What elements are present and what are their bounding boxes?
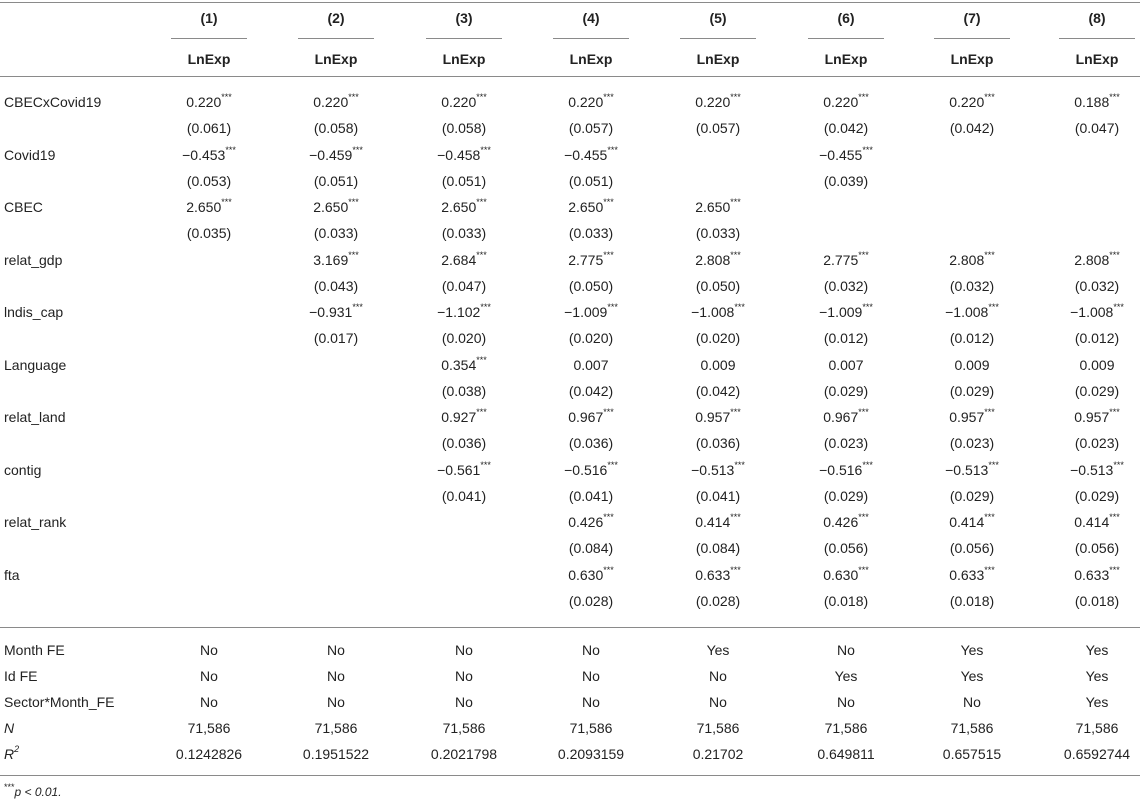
footer-cell: 0.2021798 — [430, 746, 498, 762]
footer-cell: 0.657515 — [942, 746, 1002, 762]
dependent-variable-2: LnExp — [314, 51, 358, 67]
column-number-3: (3) — [455, 10, 473, 26]
significance-stars: *** — [730, 512, 741, 523]
coefficient-value: 0.220 — [441, 94, 477, 110]
significance-stars: *** — [730, 249, 741, 260]
significance-stars: *** — [607, 302, 618, 313]
standard-error-cell: (0.020) — [695, 330, 741, 346]
standard-error-cell: (0.051) — [313, 172, 359, 189]
coefficient-value: −0.458 — [437, 146, 481, 163]
standard-error-cell: (0.047) — [441, 277, 487, 294]
standard-error-cell: (0.017) — [313, 330, 359, 346]
standard-error-cell: (0.032) — [1074, 277, 1120, 294]
coefficient-value: 0.414 — [695, 514, 731, 530]
footer-cell: No — [582, 694, 600, 710]
footer-cell: No — [327, 668, 345, 684]
significance-stars: *** — [984, 92, 995, 103]
significance-stars: *** — [221, 197, 232, 208]
significance-stars: *** — [730, 407, 741, 418]
coefficient-value: 0.220 — [949, 94, 985, 110]
footer-cell: Yes — [706, 642, 730, 658]
standard-error-cell: (0.018) — [823, 592, 869, 609]
significance-stars: *** — [1113, 302, 1124, 313]
standard-error-cell: (0.042) — [695, 382, 741, 399]
coefficient-value: −0.513 — [691, 461, 735, 478]
note-stars: *** — [4, 782, 15, 792]
coefficient-cell — [1022, 357, 1143, 373]
standard-error-cell: (0.043) — [313, 277, 359, 294]
column-underline-1 — [171, 38, 247, 39]
variable-label: relat_gdp — [4, 251, 63, 268]
standard-error-cell: (0.084) — [695, 540, 741, 556]
footer-label-text: R — [4, 746, 15, 762]
significance-stars: *** — [734, 302, 745, 313]
standard-error-cell: (0.050) — [568, 277, 614, 294]
standard-error-cell: (0.041) — [695, 487, 741, 504]
footer-label-text: Sector*Month_FE — [4, 694, 115, 710]
dependent-variable-7: LnExp — [950, 51, 994, 67]
significance-stars: *** — [862, 144, 873, 155]
coefficient-cell — [1022, 514, 1143, 530]
dependent-variable-4: LnExp — [569, 51, 613, 67]
variable-label: CBEC — [4, 199, 43, 215]
coefficient-value: 2.775 — [823, 251, 859, 268]
standard-error-cell: (0.041) — [568, 487, 614, 504]
coefficient-value: 0.426 — [568, 514, 604, 530]
variable-label: Covid19 — [4, 146, 56, 163]
coefficient-cell — [1022, 409, 1143, 425]
standard-error-cell: (0.050) — [695, 277, 741, 294]
dependent-variable-5: LnExp — [696, 51, 740, 67]
significance-stars: *** — [480, 302, 491, 313]
footer-label — [4, 642, 65, 658]
standard-error-cell: (0.042) — [949, 120, 995, 136]
standard-error-cell: (0.042) — [823, 120, 869, 136]
footer-cell: No — [963, 694, 981, 710]
significance-stars: *** — [984, 249, 995, 260]
footer-cell: Yes — [960, 668, 984, 684]
significance-stars: *** — [603, 407, 614, 418]
variable-label: Language — [4, 356, 67, 373]
significance-stars: *** — [225, 144, 236, 155]
standard-error-cell: (0.029) — [823, 382, 869, 399]
significance-stars: *** — [730, 92, 741, 103]
standard-error-cell: (0.029) — [949, 487, 995, 504]
coefficient-value: 0.188 — [1074, 94, 1110, 110]
footer-cell: No — [455, 642, 473, 658]
footer-cell: No — [455, 694, 473, 710]
footer-label — [4, 746, 19, 762]
significance-stars: *** — [603, 512, 614, 523]
significance-stars: *** — [858, 512, 869, 523]
coefficient-value: −0.561 — [437, 461, 481, 478]
standard-error-cell: (0.036) — [695, 435, 741, 451]
dependent-variable-3: LnExp — [442, 51, 486, 67]
significance-stars: *** — [603, 249, 614, 260]
dependent-variable-1: LnExp — [187, 51, 231, 67]
significance-stars: *** — [348, 249, 359, 260]
standard-error-cell: (0.056) — [823, 540, 869, 556]
footer-label-text: N — [4, 720, 15, 736]
footer-cell: 0.21702 — [692, 746, 744, 762]
coefficient-value: 0.009 — [700, 356, 736, 373]
footer-cell: No — [709, 694, 727, 710]
footer-cell: 71,586 — [442, 720, 486, 736]
footer-label-text: Id FE — [4, 668, 38, 684]
variable-label: CBECxCovid19 — [4, 94, 102, 110]
standard-error-cell: (0.056) — [1074, 540, 1120, 556]
standard-error-cell: (0.039) — [823, 172, 869, 189]
bottom-rule — [0, 775, 1140, 776]
coefficient-value: 2.650 — [186, 199, 222, 215]
footer-cell: No — [200, 642, 218, 658]
significance-stars: *** — [476, 249, 487, 260]
coefficient-value: 0.967 — [823, 409, 859, 425]
significance-stars: *** — [984, 407, 995, 418]
significance-stars: *** — [476, 197, 487, 208]
coefficient-value: 3.169 — [313, 251, 349, 268]
column-number-6: (6) — [837, 10, 855, 26]
significance-stars: *** — [480, 459, 491, 470]
footer-cell: No — [200, 668, 218, 684]
significance-stars: *** — [607, 144, 618, 155]
standard-error-cell: (0.018) — [1074, 592, 1120, 609]
significance-stars: *** — [730, 564, 741, 575]
coefficient-value: −0.459 — [309, 146, 353, 163]
coefficient-value: 0.630 — [568, 566, 604, 583]
standard-error-cell: (0.033) — [313, 225, 359, 241]
coefficient-value: −1.008 — [691, 304, 735, 320]
standard-error-cell: (0.032) — [823, 277, 869, 294]
coefficient-value: 0.414 — [1074, 514, 1110, 530]
standard-error-cell: (0.028) — [695, 592, 741, 609]
coefficient-value: −0.455 — [819, 146, 863, 163]
standard-error-cell: (0.058) — [441, 120, 487, 136]
standard-error-cell: (0.033) — [568, 225, 614, 241]
standard-error-cell: (0.047) — [1074, 120, 1120, 136]
standard-error-cell: (0.023) — [949, 435, 995, 451]
significance-stars: *** — [1109, 564, 1120, 575]
variable-label: relat_land — [4, 409, 66, 425]
standard-error-cell: (0.084) — [568, 540, 614, 556]
standard-error-cell: (0.056) — [949, 540, 995, 556]
column-number-7: (7) — [963, 10, 981, 26]
footer-cell: No — [582, 668, 600, 684]
coefficient-value: −1.009 — [819, 304, 863, 320]
standard-error-cell: (0.032) — [949, 277, 995, 294]
coefficient-value: 2.808 — [695, 251, 731, 268]
variable-label: lndis_cap — [4, 304, 64, 320]
standard-error-cell: (0.020) — [441, 330, 487, 346]
standard-error-cell: (0.033) — [695, 225, 741, 241]
standard-error-cell: (0.061) — [186, 120, 232, 136]
significance-stars: *** — [984, 512, 995, 523]
standard-error-cell: (0.041) — [441, 487, 487, 504]
significance-stars: *** — [858, 564, 869, 575]
column-number-4: (4) — [582, 10, 600, 26]
column-underline-3 — [426, 38, 502, 39]
dependent-variable-6: LnExp — [824, 51, 868, 67]
standard-error-cell: (0.036) — [568, 435, 614, 451]
footer-cell: 0.2093159 — [557, 746, 625, 762]
coefficient-value: −0.516 — [819, 461, 863, 478]
coefficient-value: −1.009 — [564, 304, 608, 320]
footer-cell: 0.1951522 — [302, 746, 370, 762]
significance-stars: *** — [352, 144, 363, 155]
significance-stars: *** — [1109, 249, 1120, 260]
standard-error-cell: (0.051) — [441, 172, 487, 189]
coefficient-value: 0.009 — [954, 356, 990, 373]
standard-error-cell: (0.012) — [823, 330, 869, 346]
column-underline-4 — [553, 38, 629, 39]
coefficient-value: −1.008 — [945, 304, 989, 320]
footer-cell: 0.6592744 — [1063, 746, 1131, 762]
footer-cell: 71,586 — [1075, 720, 1119, 736]
footer-cell: Yes — [960, 642, 984, 658]
standard-error-cell: (0.018) — [949, 592, 995, 609]
column-number-1: (1) — [200, 10, 218, 26]
coefficient-value: 2.808 — [1074, 251, 1110, 268]
footer-cell: 71,586 — [824, 720, 868, 736]
significance-stars: *** — [1109, 407, 1120, 418]
significance-stars: *** — [480, 144, 491, 155]
footer-cell: No — [200, 694, 218, 710]
significance-stars: *** — [858, 407, 869, 418]
significance-stars: *** — [348, 197, 359, 208]
coefficient-value: −0.513 — [945, 461, 989, 478]
coefficient-value: 2.650 — [568, 199, 604, 215]
footer-label — [4, 720, 14, 736]
top-rule — [0, 2, 1140, 3]
significance-stars: *** — [858, 249, 869, 260]
coefficient-value: 0.957 — [695, 409, 731, 425]
standard-error-cell: (0.035) — [186, 225, 232, 241]
significance-stars: *** — [221, 92, 232, 103]
footer-cell: No — [709, 668, 727, 684]
standard-error-cell: (0.029) — [949, 382, 995, 399]
standard-error-cell: (0.042) — [568, 382, 614, 399]
coefficient-value: −0.931 — [309, 304, 353, 320]
footer-cell: 71,586 — [950, 720, 994, 736]
footer-cell: 71,586 — [187, 720, 231, 736]
footer-label-superscript: 2 — [14, 744, 20, 755]
standard-error-cell: (0.029) — [1074, 382, 1120, 399]
coefficient-cell — [1022, 94, 1143, 110]
column-underline-7 — [934, 38, 1010, 39]
significance-stars: *** — [988, 302, 999, 313]
dependent-variable-8: LnExp — [1075, 51, 1119, 67]
footer-cell: 71,586 — [314, 720, 358, 736]
coefficient-value: 2.650 — [313, 199, 349, 215]
standard-error-cell: (0.057) — [568, 120, 614, 136]
footer-cell: No — [327, 642, 345, 658]
significance-stars: *** — [352, 302, 363, 313]
footer-cell: Yes — [1085, 694, 1109, 710]
coefficient-cell — [516, 144, 666, 163]
standard-error-cell: (0.033) — [441, 225, 487, 241]
standard-error-cell: (0.028) — [568, 592, 614, 609]
variable-label: relat_rank — [4, 514, 67, 530]
standard-error-cell: (0.051) — [568, 172, 614, 189]
significance-stars: *** — [858, 92, 869, 103]
coefficient-value: 0.426 — [823, 514, 859, 530]
footer-cell: No — [837, 694, 855, 710]
column-underline-6 — [808, 38, 884, 39]
significance-stars: *** — [988, 459, 999, 470]
coefficient-value: 2.650 — [441, 199, 477, 215]
footer-cell: No — [455, 668, 473, 684]
significance-stars: *** — [476, 354, 487, 365]
coefficient-value: 0.009 — [1079, 356, 1115, 373]
footer-cell: 71,586 — [569, 720, 613, 736]
coefficient-value: 0.633 — [949, 566, 985, 583]
standard-error-cell: (0.053) — [186, 172, 232, 189]
significance-stars: *** — [476, 92, 487, 103]
footer-cell: 0.1242826 — [175, 746, 243, 762]
coefficient-cell — [1022, 564, 1143, 583]
standard-error-cell: (0.012) — [949, 330, 995, 346]
coefficient-value: 0.957 — [1074, 409, 1110, 425]
coefficient-value: −0.513 — [1070, 461, 1114, 478]
coefficient-value: 0.354 — [441, 356, 477, 373]
column-underline-8 — [1059, 38, 1135, 39]
significance-stars: *** — [862, 302, 873, 313]
significance-stars: *** — [1109, 92, 1120, 103]
footer-cell: Yes — [1085, 642, 1109, 658]
footer-cell: 71,586 — [696, 720, 740, 736]
coefficient-value: 0.957 — [949, 409, 985, 425]
significance-stars: *** — [348, 92, 359, 103]
column-number-2: (2) — [327, 10, 345, 26]
column-underline-5 — [680, 38, 756, 39]
coefficient-cell — [643, 199, 793, 215]
coefficient-cell — [1022, 304, 1143, 320]
footer-cell: Yes — [1085, 668, 1109, 684]
column-number-5: (5) — [709, 10, 727, 26]
coefficient-value: −0.455 — [564, 146, 608, 163]
coefficient-value: −0.453 — [182, 146, 226, 163]
header-rule — [0, 76, 1140, 77]
coefficient-value: 0.633 — [1074, 566, 1110, 583]
coefficient-value: 0.220 — [313, 94, 349, 110]
column-underline-2 — [298, 38, 374, 39]
coefficient-value: −1.102 — [437, 304, 481, 320]
coefficient-value: 2.650 — [695, 199, 731, 215]
coefficient-value: 0.220 — [186, 94, 222, 110]
coefficient-value: 0.007 — [573, 356, 609, 373]
standard-error-cell: (0.020) — [568, 330, 614, 346]
coefficient-value: 0.630 — [823, 566, 859, 583]
significance-stars: *** — [862, 459, 873, 470]
coefficient-cell — [1022, 249, 1143, 268]
significance-stars: *** — [603, 564, 614, 575]
variable-label: fta — [4, 566, 20, 583]
coefficient-value: 0.927 — [441, 409, 477, 425]
coefficient-value: 0.007 — [828, 356, 864, 373]
standard-error-cell: (0.058) — [313, 120, 359, 136]
coefficient-value: 2.684 — [441, 251, 477, 268]
significance-stars: *** — [734, 459, 745, 470]
footer-cell: No — [837, 642, 855, 658]
standard-error-cell: (0.038) — [441, 382, 487, 399]
standard-error-cell: (0.029) — [823, 487, 869, 504]
footer-label-text: Month FE — [4, 642, 65, 658]
significance-stars: *** — [603, 197, 614, 208]
significance-stars: *** — [984, 564, 995, 575]
significance-stars: *** — [1109, 512, 1120, 523]
standard-error-cell: (0.012) — [1074, 330, 1120, 346]
coefficient-value: 0.414 — [949, 514, 985, 530]
standard-error-cell: (0.036) — [441, 435, 487, 451]
coefficient-value: −0.516 — [564, 461, 608, 478]
column-number-8: (8) — [1088, 10, 1106, 26]
coefficient-value: 0.220 — [568, 94, 604, 110]
standard-error-cell: (0.023) — [823, 435, 869, 451]
coefficient-value: −1.008 — [1070, 304, 1114, 320]
coefficient-value: 0.967 — [568, 409, 604, 425]
note-text: p < 0.01. — [14, 785, 62, 799]
table-note — [4, 782, 62, 799]
coefficient-value: 0.633 — [695, 566, 731, 583]
significance-stars: *** — [730, 197, 741, 208]
coefficient-cell — [771, 144, 921, 163]
footer-cell: 0.649811 — [817, 746, 875, 762]
standard-error-cell: (0.057) — [695, 120, 741, 136]
controls-rule — [0, 627, 1140, 628]
coefficient-value: 2.775 — [568, 251, 604, 268]
significance-stars: *** — [603, 92, 614, 103]
footer-cell: Yes — [834, 668, 858, 684]
significance-stars: *** — [476, 407, 487, 418]
footer-label — [4, 694, 115, 710]
variable-label: contig — [4, 461, 42, 478]
footer-cell: No — [582, 642, 600, 658]
coefficient-value: 0.220 — [823, 94, 859, 110]
significance-stars: *** — [1113, 459, 1124, 470]
coefficient-value: 0.220 — [695, 94, 731, 110]
footer-label — [4, 668, 37, 684]
coefficient-cell — [1022, 459, 1143, 478]
coefficient-value: 2.808 — [949, 251, 985, 268]
standard-error-cell: (0.029) — [1074, 487, 1120, 504]
standard-error-cell: (0.023) — [1074, 435, 1120, 451]
significance-stars: *** — [607, 459, 618, 470]
footer-cell: No — [327, 694, 345, 710]
